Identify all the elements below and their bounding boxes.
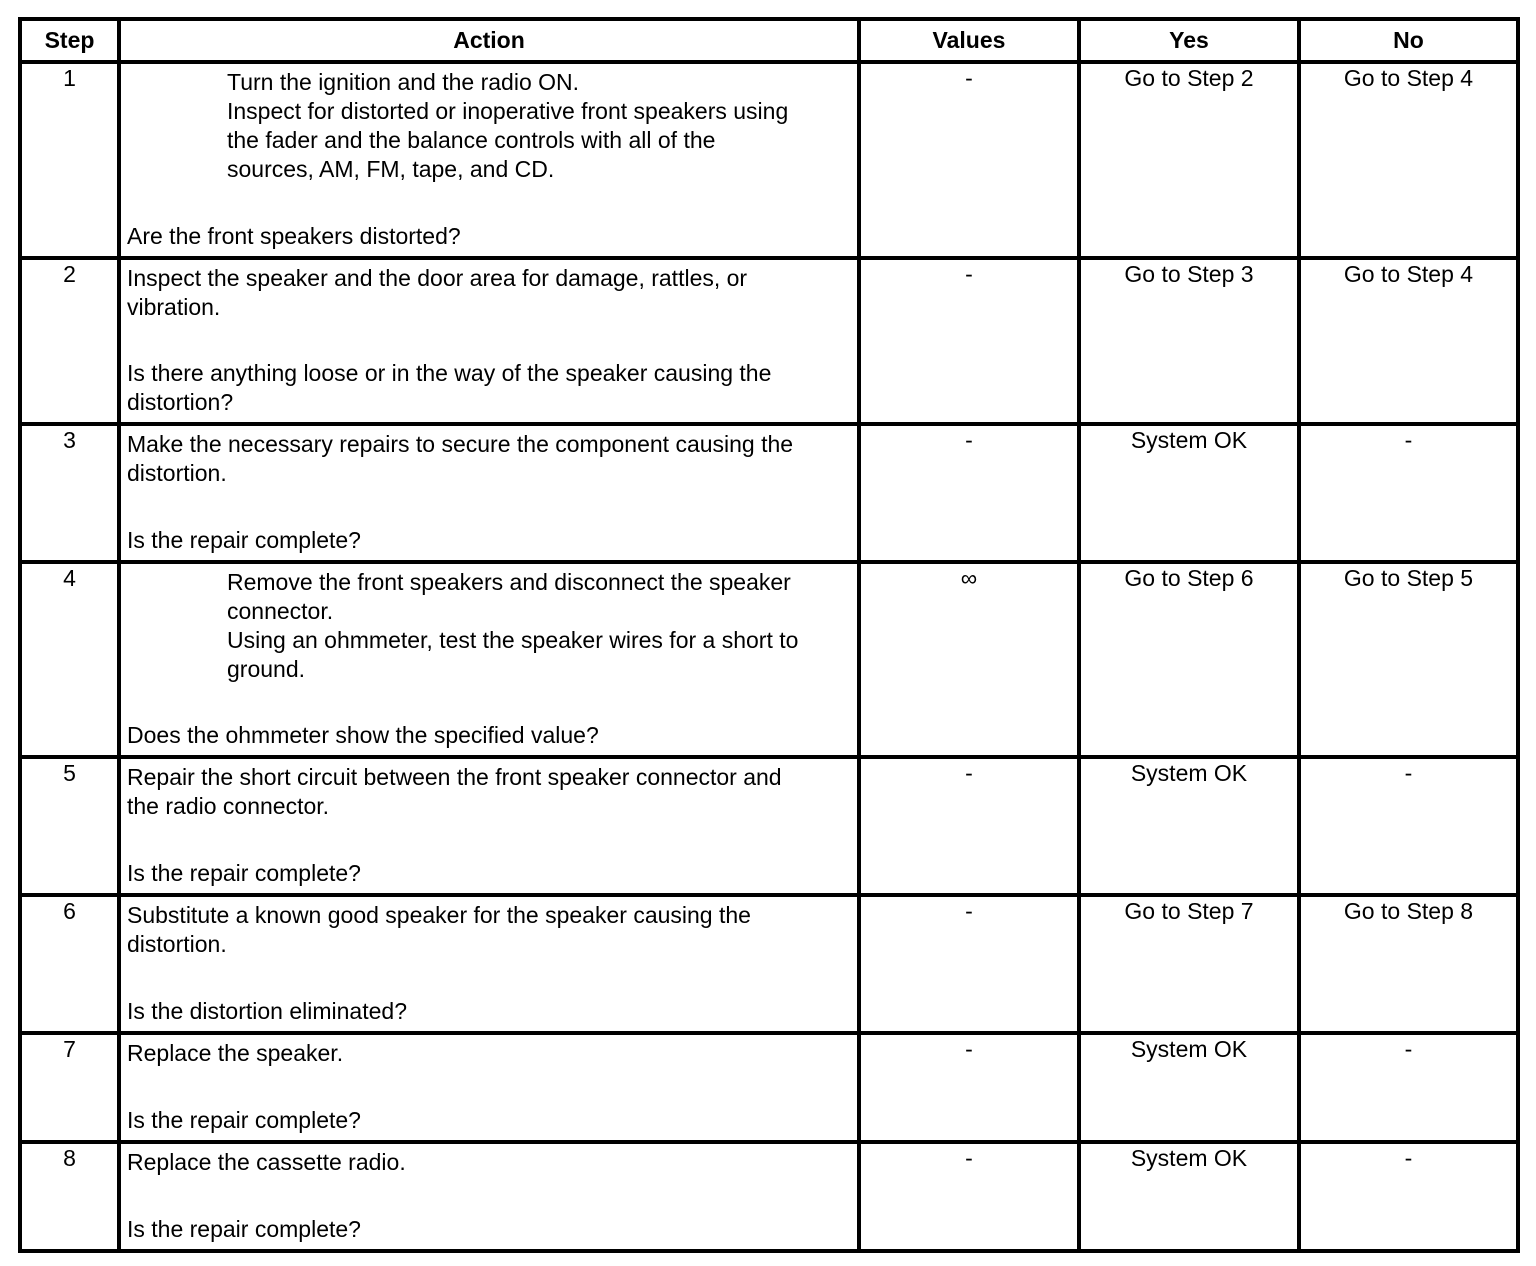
action-line: Remove the front speakers and disconnect the speaker	[227, 569, 791, 595]
action-cell	[119, 895, 859, 1033]
yes-cell	[1079, 424, 1299, 562]
yes-cell	[1079, 757, 1299, 895]
action-line: Inspect the speaker and the door area for damage, rattles, or	[127, 265, 748, 291]
action-instructions	[127, 901, 851, 959]
action-cell	[119, 562, 859, 757]
table-row	[20, 562, 1518, 757]
value-cell: -	[859, 895, 1079, 1033]
table-header	[20, 19, 1518, 62]
action-line: vibration.	[127, 294, 221, 320]
action-line: Substitute a known good speaker for the speaker causing the	[127, 902, 751, 928]
action-question: Is the repair complete?	[127, 1216, 361, 1242]
no-cell	[1299, 62, 1518, 258]
table-row	[20, 258, 1518, 424]
no-outcome: Go to Step 4	[1343, 261, 1474, 287]
action-line: Turn the ignition and the radio ON.	[227, 69, 580, 95]
action-cell	[119, 1033, 859, 1142]
no-cell	[1299, 562, 1518, 757]
action-line: distortion.	[127, 460, 227, 486]
action-line: ground.	[227, 656, 306, 682]
action-line: Replace the cassette radio.	[127, 1149, 406, 1175]
step-number: 3	[20, 424, 119, 562]
value-cell: -	[859, 1033, 1079, 1142]
diagnostic-table	[18, 17, 1520, 1253]
table-row	[20, 424, 1518, 562]
value-cell: -	[859, 62, 1079, 258]
yes-outcome: Go to Step 2	[1124, 65, 1254, 91]
action-question	[127, 359, 851, 417]
step-number: 5	[20, 757, 119, 895]
step-number: 1	[20, 62, 119, 258]
no-cell	[1299, 757, 1518, 895]
header-yes: Yes	[1079, 19, 1299, 62]
action-line: Replace the speaker.	[127, 1040, 344, 1066]
no-cell	[1299, 258, 1518, 424]
question-line: distortion?	[127, 389, 234, 415]
action-instructions	[127, 763, 851, 821]
step-number: 8	[20, 1142, 119, 1251]
action-instructions	[127, 430, 851, 488]
no-cell	[1299, 1142, 1518, 1251]
yes-cell	[1079, 62, 1299, 258]
action-line: sources, AM, FM, tape, and CD.	[227, 156, 555, 182]
action-line: Repair the short circuit between the front speaker connector and	[127, 764, 782, 790]
action-line: connector.	[227, 598, 334, 624]
yes-outcome: Go to Step 7	[1124, 898, 1254, 924]
yes-cell	[1079, 895, 1299, 1033]
yes-outcome: Go to Step 3	[1124, 261, 1254, 287]
value-cell: ∞	[859, 562, 1079, 757]
action-question: Is the repair complete?	[127, 1107, 361, 1133]
action-line: Using an ohmmeter, test the speaker wires for a short to	[227, 627, 799, 653]
value-cell: -	[859, 258, 1079, 424]
no-outcome: -	[1404, 760, 1413, 786]
header-values: Values	[859, 19, 1079, 62]
step-number: 4	[20, 562, 119, 757]
no-outcome: Go to Step 4	[1343, 65, 1474, 91]
action-cell	[119, 258, 859, 424]
action-question: Does the ohmmeter show the specified value?	[127, 722, 599, 748]
yes-outcome: Go to Step 6	[1124, 565, 1254, 591]
action-question: Is the distortion eliminated?	[127, 998, 407, 1024]
action-cell	[119, 757, 859, 895]
table-row	[20, 1033, 1518, 1142]
action-line: Inspect for distorted or inoperative front speakers using	[227, 98, 789, 124]
action-cell	[119, 62, 859, 258]
action-cell	[119, 424, 859, 562]
step-number: 2	[20, 258, 119, 424]
action-line: Make the necessary repairs to secure the component causing the	[127, 431, 794, 457]
no-outcome: Go to Step 5	[1343, 565, 1474, 591]
yes-outcome: System OK	[1130, 1036, 1248, 1062]
table-row	[20, 62, 1518, 258]
action-instructions	[127, 1148, 851, 1177]
header-no: No	[1299, 19, 1518, 62]
yes-outcome: System OK	[1130, 427, 1248, 453]
action-instructions	[127, 568, 851, 684]
question-line: Is there anything loose or in the way of the speaker causing the	[127, 360, 772, 386]
table-body	[20, 62, 1518, 1251]
action-instructions	[127, 1039, 851, 1068]
no-cell	[1299, 895, 1518, 1033]
no-outcome: -	[1404, 1036, 1413, 1062]
action-cell	[119, 1142, 859, 1251]
action-instructions	[127, 264, 851, 322]
yes-cell	[1079, 562, 1299, 757]
yes-outcome: System OK	[1130, 1145, 1248, 1171]
yes-outcome: System OK	[1130, 760, 1248, 786]
no-outcome: -	[1404, 1145, 1413, 1171]
table-row	[20, 895, 1518, 1033]
step-number: 6	[20, 895, 119, 1033]
table-row	[20, 757, 1518, 895]
yes-cell	[1079, 1142, 1299, 1251]
no-cell	[1299, 1033, 1518, 1142]
value-cell: -	[859, 1142, 1079, 1251]
header-step: Step	[20, 19, 119, 62]
yes-cell	[1079, 1033, 1299, 1142]
value-cell: -	[859, 424, 1079, 562]
action-line: the fader and the balance controls with all of the	[227, 127, 716, 153]
step-number: 7	[20, 1033, 119, 1142]
action-question: Is the repair complete?	[127, 860, 361, 886]
action-question: Are the front speakers distorted?	[127, 223, 461, 249]
action-line: distortion.	[127, 931, 227, 957]
header-action: Action	[119, 19, 859, 62]
no-cell	[1299, 424, 1518, 562]
value-cell: -	[859, 757, 1079, 895]
table-row	[20, 1142, 1518, 1251]
action-instructions	[127, 68, 851, 184]
no-outcome: -	[1404, 427, 1413, 453]
no-outcome: Go to Step 8	[1343, 898, 1474, 924]
yes-cell	[1079, 258, 1299, 424]
action-question: Is the repair complete?	[127, 527, 361, 553]
action-line: the radio connector.	[127, 793, 330, 819]
header-row	[20, 19, 1518, 62]
